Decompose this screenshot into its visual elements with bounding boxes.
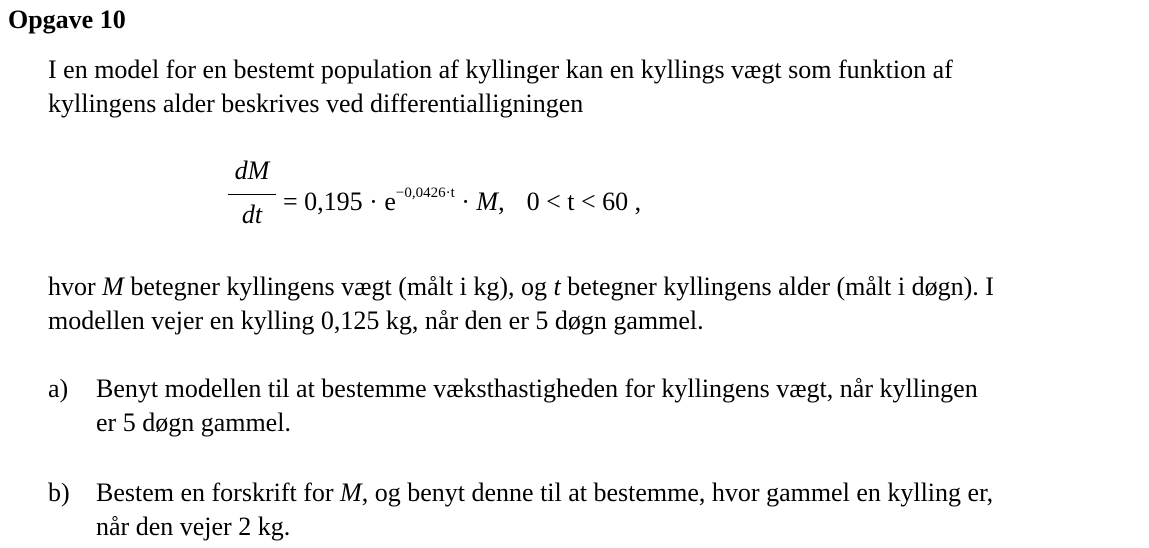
- context-line-1: [48, 270, 994, 304]
- exponent: [396, 185, 455, 201]
- rhs-prefix: = 0,195 · e: [283, 187, 396, 216]
- equation-domain: 0 < t < 60 ,: [526, 187, 642, 216]
- rhs-comma: ,: [498, 187, 505, 216]
- question-label: b): [48, 478, 70, 507]
- question-text-part: , og benyt denne til at bestemme, hvor gammel en kylling er,: [361, 478, 994, 507]
- fraction-bar: [228, 194, 276, 195]
- variable-M: M: [102, 272, 124, 301]
- intro-line-2: kyllingens alder beskrives ved differentialligningen: [48, 89, 584, 118]
- context-line-2: modellen vejer en kylling 0,125 kg, når den er 5 døgn gammel.: [48, 306, 704, 335]
- intro-line-1: I en model for en bestemt population af kyllinger kan en kyllings vægt som funktion af: [48, 55, 953, 84]
- question-text-part: Bestem en forskrift for: [96, 478, 341, 507]
- question-line: Benyt modellen til at bestemme væksthastigheden for kyllingens vægt, når kyllingen: [96, 374, 978, 403]
- context-text: betegner kyllingens vægt (målt i kg), og: [123, 272, 554, 301]
- question-line: [96, 476, 993, 510]
- context-text: hvor: [48, 272, 103, 301]
- intro-paragraph: [48, 53, 953, 121]
- question-line: er 5 døgn gammel.: [96, 408, 291, 437]
- variable-M: M: [476, 187, 499, 216]
- exponent-text: −0,0426·t: [395, 185, 455, 201]
- question-line: når den vejer 2 kg.: [96, 512, 291, 541]
- variable-M: M: [340, 478, 362, 507]
- exercise-heading: Opgave 10: [8, 5, 126, 34]
- fraction-numerator: dM: [234, 156, 270, 185]
- context-paragraph: [48, 270, 994, 338]
- variable-t: t: [553, 272, 561, 301]
- rhs-mid: ·: [454, 187, 477, 216]
- context-text: betegner kyllingens alder (målt i døgn). I: [560, 272, 994, 301]
- question-text: [96, 372, 978, 440]
- question-text: [96, 476, 993, 544]
- fraction-denominator: dt: [241, 200, 263, 229]
- question-label: a): [48, 374, 69, 403]
- equation-right-side: [283, 178, 641, 217]
